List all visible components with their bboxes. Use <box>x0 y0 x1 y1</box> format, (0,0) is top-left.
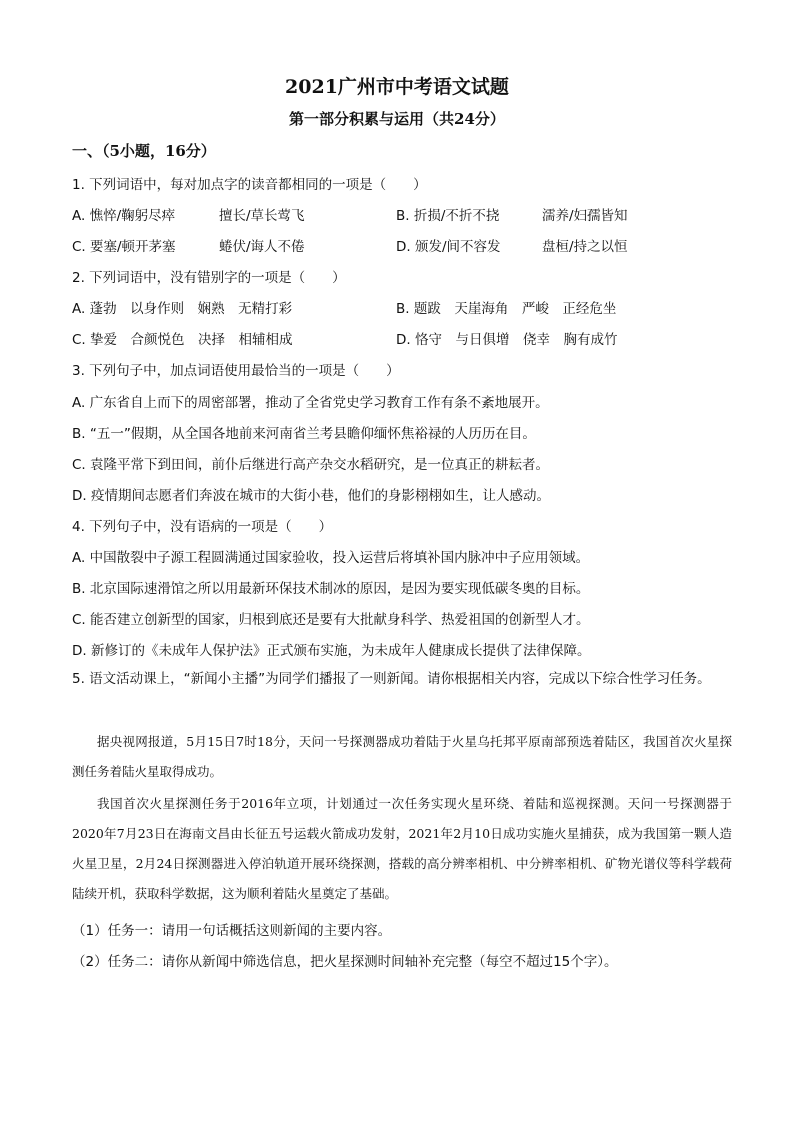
q4-option-a: A. 中国散裂中子源工程圆满通过国家验收，投入运营后将填补国内脉冲中子应用领域。 <box>72 550 590 566</box>
q1-option-d-part1: D. 颁发/间不容发 <box>396 239 501 255</box>
task-2: （2）任务二：请你从新闻中筛选信息，把火星探测时间轴补充完整（每空不超过15个字）。 <box>72 954 618 970</box>
question-4-stem: 4. 下列句子中，没有语病的一项是（ ） <box>72 519 333 535</box>
q4-option-c: C. 能否建立创新型的国家，归根到底还是要有大批献身科学、热爱祖国的创新型人才。 <box>72 612 590 628</box>
q1-option-d-part2: 盘桓/持之以恒 <box>542 239 628 255</box>
q2-option-b: B. 题跋 天崖海角 严峻 正经危坐 <box>396 301 617 317</box>
q1-option-c-part2: 蜷伏/诲人不倦 <box>219 239 305 255</box>
question-1-stem: 1. 下列词语中，每对加点字的读音都相同的一项是（ ） <box>72 177 427 193</box>
q2-option-d: D. 恪守 与日俱增 侥幸 胸有成竹 <box>396 332 618 348</box>
task-1: （1）任务一：请用一句话概括这则新闻的主要内容。 <box>72 923 392 939</box>
page-title: 2021广州市中考语文试题 <box>285 76 509 98</box>
q3-option-d: D. 疫情期间志愿者们奔波在城市的大街小巷，他们的身影栩栩如生，让人感动。 <box>72 488 550 504</box>
question-3-stem: 3. 下列句子中，加点词语使用最恰当的一项是（ ） <box>72 363 400 379</box>
q2-option-a: A. 蓬勃 以身作则 娴熟 无精打彩 <box>72 301 293 317</box>
q1-option-b-part1: B. 折损/不折不挠 <box>396 208 500 224</box>
q1-option-a-part2: 擅长/草长莺飞 <box>219 208 305 224</box>
q2-option-c: C. 挚爱 合颜悦色 决择 相辅相成 <box>72 332 293 348</box>
q1-option-b-part2: 濡养/妇孺皆知 <box>542 208 628 224</box>
q1-option-c-part1: C. 要塞/顿开茅塞 <box>72 239 176 255</box>
news-paragraph-1: 据央视网报道，5月15日7时18分，天问一号探测器成功着陆于火星乌托邦平原南部预选着陆区，我国首次火星探测任务着陆火星取得成功。 <box>72 734 732 779</box>
q3-option-b: B. “五一”假期，从全国各地前来河南省兰考县瞻仰缅怀焦裕禄的人历历在目。 <box>72 426 536 442</box>
q3-option-c: C. 袁隆平常下到田间，前仆后继进行高产杂交水稻研究，是一位真正的耕耘者。 <box>72 457 550 473</box>
q4-option-d: D. 新修订的《未成年人保护法》正式颁布实施，为未成年人健康成长提供了法律保障。 <box>72 643 591 659</box>
q1-option-a-part1: A. 憔悴/鞠躬尽瘁 <box>72 208 176 224</box>
part-subtitle: 第一部分积累与运用（共24分） <box>289 110 505 128</box>
news-paragraph-2: 我国首次火星探测任务于2016年立项，计划通过一次任务实现火星环绕、着陆和巡视探测。天问一号探测器于2020年7月23日在海南文昌由长征五号运载火箭成功发射，2021年2月10日成功实施火星捕获，成为我国第一颗人造火星卫星，2月24日探测器进入停泊轨道开展环绕探测，搭载的高分辨率相机、中分辨率相机、矿物光谱仪等科学载荷陆续开机，获取科学数据，这为顺利着陆火星奠定了基础。 <box>72 796 732 901</box>
q4-option-b: B. 北京国际速滑馆之所以用最新环保技术制冰的原因，是因为要实现低碳冬奥的目标。 <box>72 581 590 597</box>
q3-option-a: A. 广东省自上而下的周密部署，推动了全省党史学习教育工作有条不紊地展开。 <box>72 395 549 411</box>
question-5-stem: 5. 语文活动课上，“新闻小主播”为同学们播报了一则新闻。请你根据相关内容，完成以下综合性学习任务。 <box>72 671 711 687</box>
question-2-stem: 2. 下列词语中，没有错别字的一项是（ ） <box>72 270 346 286</box>
section-heading: 一、（5小题，16分） <box>72 142 216 160</box>
